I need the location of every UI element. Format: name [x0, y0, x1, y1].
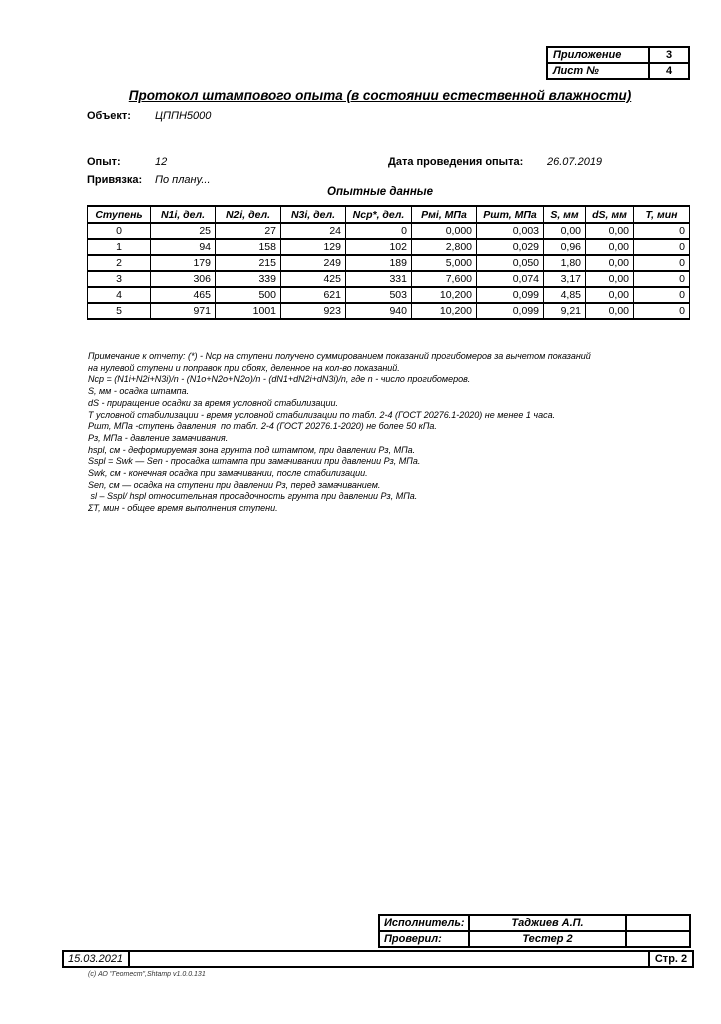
experiment-value: 12 — [155, 156, 168, 168]
table-cell: 2,800 — [412, 239, 477, 255]
table-cell: 0 — [634, 287, 690, 303]
table-cell: 5,000 — [412, 255, 477, 271]
column-header: T, мин — [634, 206, 690, 223]
table-cell: 0 — [634, 223, 690, 239]
report-notes — [88, 351, 591, 515]
table-cell: 10,200 — [412, 287, 477, 303]
table-cell: 940 — [346, 303, 412, 319]
table-cell: 0,099 — [477, 303, 544, 319]
experiment-data-table — [87, 205, 690, 320]
table-cell: 0 — [634, 303, 690, 319]
table-cell: 158 — [216, 239, 281, 255]
table-cell: 102 — [346, 239, 412, 255]
note-line: dS - приращение осадки за время условной стабилизации. — [88, 397, 339, 408]
object-value: ЦППН5000 — [155, 110, 212, 122]
signature-name: Таджиев А.П. — [469, 915, 626, 931]
table-cell: 4 — [88, 287, 151, 303]
note-line: Pшт, МПа -ступень давления по табл. 2-4 (ГОСТ 20276.1-2020) не более 50 кПа. — [88, 421, 437, 432]
note-line: Sen, см — осадка на ступени при давлении Pз, перед замачиванием. — [88, 479, 381, 490]
table-cell: 0,074 — [477, 271, 544, 287]
appendix-row-label: Лист № — [547, 63, 649, 79]
table-cell: 9,21 — [544, 303, 586, 319]
appendix-row — [547, 47, 689, 63]
appendix-row-value: 3 — [649, 47, 689, 63]
table-cell: 339 — [216, 271, 281, 287]
signature-role-label: Проверил: — [379, 931, 469, 947]
experiment-date-label: Дата проведения опыта: — [388, 156, 524, 168]
note-line: на нулевой ступени и поправок при сбоях, деленное на кол-во показаний. — [88, 362, 400, 373]
table-cell: 27 — [216, 223, 281, 239]
data-table-title: Опытные данные — [327, 186, 433, 198]
experiment-date-value: 26.07.2019 — [547, 156, 603, 168]
footer-row — [63, 951, 693, 967]
table-cell: 923 — [281, 303, 346, 319]
column-header: Ncp*, дел. — [346, 206, 412, 223]
footer-date: 15.03.2021 — [63, 951, 129, 967]
table-cell: 25 — [151, 223, 216, 239]
table-cell: 215 — [216, 255, 281, 271]
table-row — [88, 255, 690, 271]
experiment-label: Опыт: — [87, 156, 121, 168]
page-title: Протокол штампового опыта (в состоянии естественной влажности) — [128, 88, 632, 103]
signatures-table — [378, 914, 691, 948]
table-cell: 0,96 — [544, 239, 586, 255]
note-line: S, мм - осадка штампа. — [88, 386, 190, 397]
column-header: S, мм — [544, 206, 586, 223]
table-cell: 0 — [634, 271, 690, 287]
appendix-row — [547, 63, 689, 79]
table-cell: 0,050 — [477, 255, 544, 271]
column-header: N2i, дел. — [216, 206, 281, 223]
table-row — [88, 271, 690, 287]
note-line: Примечание к отчету: (*) - Ncp на ступени получено суммированием показаний прогибомеров за вычетом показаний — [88, 351, 591, 361]
table-cell: 306 — [151, 271, 216, 287]
column-header: Pшт, МПа — [477, 206, 544, 223]
appendix-row-label: Приложение — [547, 47, 649, 63]
table-cell: 2 — [88, 255, 151, 271]
note-line: ΣT, мин - общее время выполнения ступени. — [88, 503, 278, 514]
signature-empty-cell — [626, 931, 690, 947]
object-label: Объект: — [87, 110, 131, 122]
table-row — [88, 223, 690, 239]
page-number: Стр. 2 — [649, 951, 693, 967]
data-table-body — [88, 223, 690, 319]
table-cell: 189 — [346, 255, 412, 271]
table-cell: 0,00 — [586, 255, 634, 271]
column-header: Ступень — [88, 206, 151, 223]
table-cell: 0 — [346, 223, 412, 239]
footer-empty-cell — [129, 951, 649, 967]
table-cell: 179 — [151, 255, 216, 271]
table-cell: 3,17 — [544, 271, 586, 287]
note-line: Swk, см - конечная осадка при замачивании, после стабилизации. — [88, 468, 368, 479]
table-cell: 425 — [281, 271, 346, 287]
appendix-row-value: 4 — [649, 63, 689, 79]
footer-strip — [62, 950, 694, 968]
table-cell: 24 — [281, 223, 346, 239]
table-cell: 331 — [346, 271, 412, 287]
signature-row — [379, 915, 690, 931]
table-cell: 0,00 — [586, 239, 634, 255]
table-cell: 503 — [346, 287, 412, 303]
table-cell: 465 — [151, 287, 216, 303]
table-cell: 1 — [88, 239, 151, 255]
table-cell: 0 — [88, 223, 151, 239]
signature-role-label: Исполнитель: — [379, 915, 469, 931]
table-cell: 971 — [151, 303, 216, 319]
binding-label: Привязка: — [87, 174, 143, 186]
table-cell: 7,600 — [412, 271, 477, 287]
table-cell: 500 — [216, 287, 281, 303]
table-cell: 0,099 — [477, 287, 544, 303]
appendix-table — [546, 46, 690, 80]
table-cell: 0,00 — [586, 303, 634, 319]
data-table-header-row — [88, 206, 690, 223]
table-cell: 0,00 — [586, 287, 634, 303]
table-cell: 0 — [634, 255, 690, 271]
table-cell: 129 — [281, 239, 346, 255]
table-row — [88, 239, 690, 255]
binding-value: По плану... — [155, 174, 211, 186]
table-cell: 0,00 — [586, 223, 634, 239]
table-cell: 10,200 — [412, 303, 477, 319]
table-cell: 0,029 — [477, 239, 544, 255]
table-cell: 0,000 — [412, 223, 477, 239]
data-table-head — [88, 206, 690, 223]
copyright-text: (с) АО "Геотест",Shtamp v1.0.0.131 — [88, 971, 206, 978]
table-cell: 0,003 — [477, 223, 544, 239]
note-line: T условной стабилизации - время условной стабилизации по табл. 2-4 (ГОСТ 20276.1-2020) не менее 1 часа. — [88, 409, 556, 420]
table-cell: 621 — [281, 287, 346, 303]
note-line: Sspl = Swk — Sen - просадка штампа при замачивании при давлении Pз, МПа. — [88, 456, 421, 467]
table-cell: 0 — [634, 239, 690, 255]
table-cell: 1001 — [216, 303, 281, 319]
table-cell: 5 — [88, 303, 151, 319]
signature-name: Тестер 2 — [469, 931, 626, 947]
table-cell: 249 — [281, 255, 346, 271]
table-cell: 0,00 — [586, 271, 634, 287]
signature-empty-cell — [626, 915, 690, 931]
table-cell: 4,85 — [544, 287, 586, 303]
table-row — [88, 287, 690, 303]
table-row — [88, 303, 690, 319]
column-header: Pмi, МПа — [412, 206, 477, 223]
note-line: Pз, МПа - давление замачивания. — [88, 432, 229, 443]
appendix-table-body — [547, 47, 689, 79]
table-cell: 94 — [151, 239, 216, 255]
column-header: N3i, дел. — [281, 206, 346, 223]
note-line: hspl, см - деформируемая зона грунта под штампом, при давлении Pз, МПа. — [88, 444, 416, 455]
note-line: Ncp = (N1i+N2i+N3i)/n - (N1o+N2o+N2o)/n - (dN1+dN2i+dN3i)/n, где n - число прогибомеров. — [88, 374, 471, 385]
table-cell: 3 — [88, 271, 151, 287]
signature-row — [379, 931, 690, 947]
signatures-table-body — [379, 915, 690, 947]
column-header: N1i, дел. — [151, 206, 216, 223]
column-header: dS, мм — [586, 206, 634, 223]
table-cell: 1,80 — [544, 255, 586, 271]
note-line: sl – Sspl/ hspl относительная просадочность грунта при давлении Pз, МПа. — [88, 491, 418, 502]
table-cell: 0,00 — [544, 223, 586, 239]
